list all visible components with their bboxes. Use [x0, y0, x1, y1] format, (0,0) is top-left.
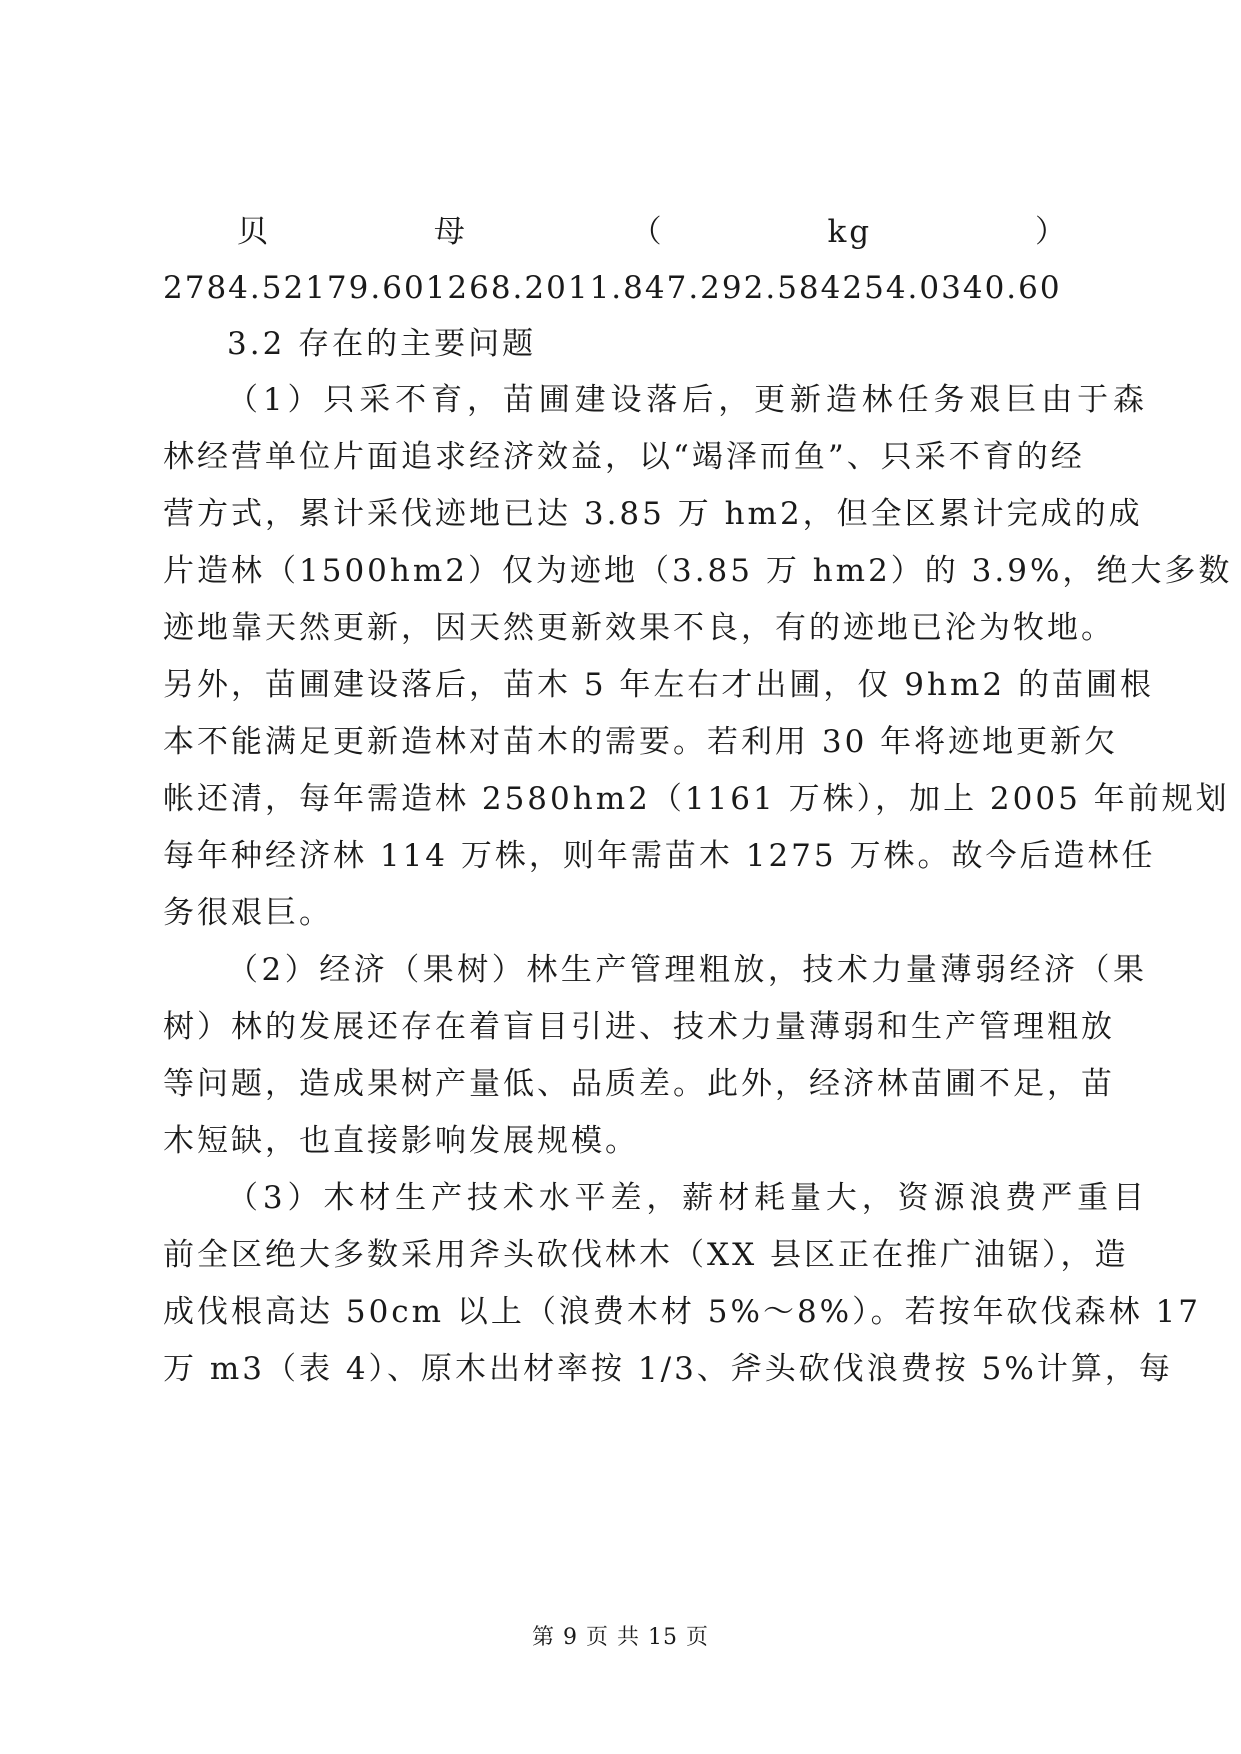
paragraph-line: 木短缺，也直接影响发展规模。 — [163, 1123, 639, 1159]
table-label-cell: 母 — [433, 214, 468, 250]
paragraph-line: 前全区绝大多数采用斧头砍伐林木（XX 县区正在推广油锯），造 — [163, 1237, 1129, 1273]
paragraph-line: （2）经济（果树）林生产管理粗放，技术力量薄弱经济（果 — [227, 952, 1147, 988]
page-footer: 第 9 页 共 15 页 — [532, 1625, 709, 1650]
paragraph-line: 等问题，造成果树产量低、品质差。此外，经济林苗圃不足，苗 — [163, 1066, 1115, 1102]
table-label-cell: ） — [1034, 214, 1069, 250]
paragraph-line: 万 m3（表 4）、原木出材率按 1/3、斧头砍伐浪费按 5%计算，每 — [163, 1351, 1173, 1387]
paragraph-line: 迹地靠天然更新，因天然更新效果不良，有的迹地已沦为牧地。 — [163, 610, 1115, 646]
paragraph-line: 林经营单位片面追求经济效益，以“竭泽而鱼”、只采不育的经 — [163, 439, 1085, 475]
table-label-cell: （ — [630, 214, 665, 250]
paragraph-line: （3）木材生产技术水平差，薪材耗量大，资源浪费严重目 — [227, 1180, 1147, 1216]
table-label-cell: 贝 — [237, 214, 271, 250]
paragraph-line: 务很艰巨。 — [163, 895, 333, 931]
paragraph-line: 帐还清，每年需造林 2580hm2（1161 万株），加上 2005 年前规划 — [163, 781, 1230, 817]
paragraph-line: 片造林（1500hm2）仅为迹地（3.85 万 hm2）的 3.9%，绝大多数 — [163, 553, 1233, 589]
paragraph-line: 成伐根高达 50cm 以上（浪费木材 5%～8%）。若按年砍伐森林 17 — [163, 1294, 1201, 1330]
table-values-row: 2784.52179.601268.2011.847.292.584254.0340.60 — [163, 270, 1062, 306]
paragraph-line: 另外，苗圃建设落后，苗木 5 年左右才出圃，仅 9hm2 的苗圃根 — [163, 667, 1154, 703]
section-heading: 3.2 存在的主要问题 — [227, 326, 537, 362]
paragraph-line: （1）只采不育，苗圃建设落后，更新造林任务艰巨由于森 — [227, 382, 1147, 418]
table-label-row — [163, 212, 1083, 252]
paragraph-line: 树）林的发展还存在着盲目引进、技术力量薄弱和生产管理粗放 — [163, 1009, 1115, 1045]
paragraph-line: 每年种经济林 114 万株，则年需苗木 1275 万株。故今后造林任 — [163, 838, 1156, 874]
paragraph-line: 本不能满足更新造林对苗木的需要。若利用 30 年将迹地更新欠 — [163, 724, 1119, 760]
table-label-cell: kg — [827, 214, 873, 250]
paragraph-line: 营方式，累计采伐迹地已达 3.85 万 hm2，但全区累计完成的成 — [163, 496, 1143, 532]
